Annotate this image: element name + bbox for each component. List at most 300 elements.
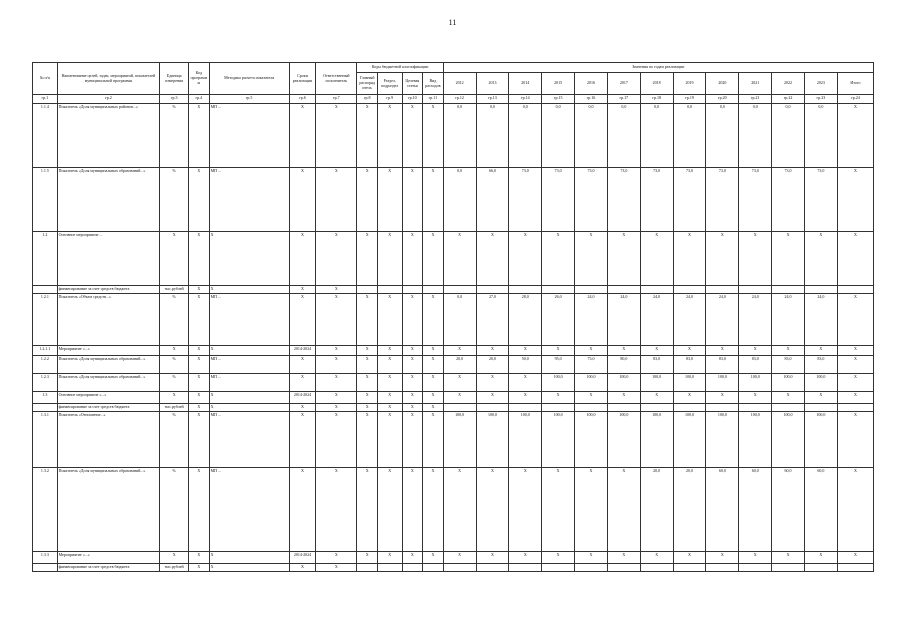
header-method: Методика расчета показателя	[209, 63, 289, 95]
table-cell	[706, 404, 739, 412]
table-cell: X	[289, 286, 316, 294]
column-number: гр.23	[804, 95, 837, 104]
table-cell: X	[837, 392, 873, 404]
table-cell: 100,0	[509, 412, 542, 468]
table-cell: X	[476, 346, 509, 356]
table-cell: X	[402, 346, 423, 356]
table-cell: X	[509, 552, 542, 564]
table-cell	[443, 286, 476, 294]
table-cell: МП ...	[209, 468, 289, 552]
table-cell: X	[189, 468, 210, 552]
table-cell	[640, 564, 673, 572]
table-cell: 0,0	[575, 104, 608, 168]
column-number: гр.22	[772, 95, 805, 104]
column-number: гр.1	[33, 95, 58, 104]
table-cell: 100,0	[772, 374, 805, 392]
table-cell: 1.1.5	[33, 168, 58, 232]
table-cell	[739, 404, 772, 412]
table-cell: 0,0	[443, 104, 476, 168]
table-cell: 24,0	[575, 294, 608, 346]
table-cell: X	[542, 392, 575, 404]
table-cell	[542, 286, 575, 294]
table-cell: 60,0	[772, 468, 805, 552]
table-cell: X	[209, 346, 289, 356]
table-cell: X	[443, 392, 476, 404]
table-cell: X	[423, 552, 444, 564]
table-cell	[804, 404, 837, 412]
table-cell: X	[316, 104, 357, 168]
table-cell: X	[402, 552, 423, 564]
table-cell: 1.3	[33, 392, 58, 404]
table-cell: 73,0	[640, 168, 673, 232]
table-cell: 83,0	[640, 356, 673, 374]
table-cell: X	[357, 356, 378, 374]
table-cell	[402, 564, 423, 572]
table-cell: 0,0	[772, 104, 805, 168]
table-cell: 100,0	[542, 374, 575, 392]
table-cell: 0,0	[509, 104, 542, 168]
table-cell: X	[377, 168, 402, 232]
table-cell	[804, 286, 837, 294]
table-cell	[575, 286, 608, 294]
table-cell: X	[316, 294, 357, 346]
table-cell: тыс.рублей	[160, 404, 189, 412]
table-row	[33, 564, 874, 572]
table-cell: 100,0	[673, 412, 706, 468]
table-cell: %	[160, 294, 189, 346]
table-cell	[804, 564, 837, 572]
table-cell: X	[316, 552, 357, 564]
table-cell: 100,0	[739, 374, 772, 392]
table-cell: 2014-2024	[289, 392, 316, 404]
table-cell: X	[402, 412, 423, 468]
header-n: № п/п	[33, 63, 58, 95]
table-cell	[607, 404, 640, 412]
header-budget-sub: Главный распорядитель	[357, 73, 378, 95]
table-cell: 100,0	[607, 374, 640, 392]
table-cell	[772, 564, 805, 572]
table-cell: X	[772, 392, 805, 404]
table-cell: X	[706, 552, 739, 564]
table-row	[33, 412, 874, 468]
table-cell	[33, 404, 58, 412]
table-cell: %	[160, 412, 189, 468]
table-cell: X	[189, 392, 210, 404]
table-cell: 100,0	[607, 412, 640, 468]
table-cell: 73,0	[575, 356, 608, 374]
table-cell	[640, 286, 673, 294]
table-cell: X	[289, 104, 316, 168]
table-cell	[476, 286, 509, 294]
table-cell: 1.3.1	[33, 412, 58, 468]
table-cell	[837, 564, 873, 572]
table-cell: X	[837, 356, 873, 374]
table-cell: МП ...	[209, 168, 289, 232]
header-budget-sub: Целевая статья	[402, 73, 423, 95]
table-cell	[607, 286, 640, 294]
table-cell: 2014-2024	[289, 346, 316, 356]
table-cell: Мероприятие «...»	[57, 346, 160, 356]
table-cell: X	[316, 374, 357, 392]
table-cell: X	[673, 392, 706, 404]
table-cell: X	[837, 412, 873, 468]
table-row	[33, 294, 874, 346]
table-cell	[423, 564, 444, 572]
table-cell: X	[209, 404, 289, 412]
table-cell: X	[402, 356, 423, 374]
table-cell: X	[189, 356, 210, 374]
table-cell: X	[837, 104, 873, 168]
table-cell	[33, 564, 58, 572]
table-cell: X	[160, 346, 189, 356]
header-year: 2014	[509, 73, 542, 95]
table-cell: X	[357, 374, 378, 392]
table-cell: X	[402, 104, 423, 168]
table-cell: X	[377, 552, 402, 564]
table-cell: X	[316, 168, 357, 232]
table-cell: МП ...	[209, 374, 289, 392]
table-cell: X	[476, 392, 509, 404]
table-cell: 0,0	[706, 104, 739, 168]
table-cell: 73,0	[607, 168, 640, 232]
table-cell: 24,0	[607, 294, 640, 346]
table-cell	[476, 404, 509, 412]
table-row	[33, 346, 874, 356]
table-cell: X	[443, 468, 476, 552]
table-cell	[357, 564, 378, 572]
table-cell: X	[804, 392, 837, 404]
table-cell: 0,0	[443, 168, 476, 232]
table-cell: 0,0	[804, 104, 837, 168]
table-cell: X	[289, 356, 316, 374]
table-cell	[509, 564, 542, 572]
header-budget-sub: Вид расходов	[423, 73, 444, 95]
column-number: гр.13	[476, 95, 509, 104]
table-cell: финансирование за счет средств бюджета	[57, 286, 160, 294]
table-cell: X	[772, 346, 805, 356]
table-cell: X	[837, 232, 873, 286]
table-cell: X	[423, 404, 444, 412]
table-cell: X	[357, 412, 378, 468]
table-cell: X	[316, 468, 357, 552]
table-cell: 83,0	[673, 356, 706, 374]
table-cell: X	[289, 412, 316, 468]
table-cell: X	[377, 392, 402, 404]
table-cell: X	[377, 104, 402, 168]
header-year: 2015	[542, 73, 575, 95]
table-cell: %	[160, 468, 189, 552]
table-row	[33, 232, 874, 286]
table-cell: X	[289, 168, 316, 232]
table-cell: X	[423, 168, 444, 232]
table-cell: X	[739, 346, 772, 356]
table-cell: 24,0	[739, 294, 772, 346]
table-cell: X	[575, 392, 608, 404]
table-cell: Показатель «Доля муниципальных образований...»	[57, 356, 160, 374]
table-cell: X	[357, 392, 378, 404]
table-cell: X	[673, 552, 706, 564]
table-cell	[673, 564, 706, 572]
column-number: гр.20	[706, 95, 739, 104]
table-cell: X	[575, 468, 608, 552]
table-cell: 20,0	[476, 356, 509, 374]
table-cell	[772, 286, 805, 294]
table-cell: 73,0	[509, 168, 542, 232]
table-cell: 50,0	[509, 356, 542, 374]
table-cell: X	[316, 346, 357, 356]
table-cell	[772, 404, 805, 412]
table-cell	[575, 564, 608, 572]
column-number: гр.17	[607, 95, 640, 104]
table-cell: X	[189, 404, 210, 412]
table-cell: X	[189, 346, 210, 356]
table-cell: 83,0	[739, 356, 772, 374]
table-row	[33, 468, 874, 552]
table-cell: 20,0	[673, 468, 706, 552]
table-cell: X	[402, 468, 423, 552]
table-cell	[640, 404, 673, 412]
table-cell: Показатель «Объем средств...»	[57, 294, 160, 346]
table-cell: X	[509, 346, 542, 356]
table-cell: X	[209, 552, 289, 564]
table-row	[33, 168, 874, 232]
column-number: гр.19	[673, 95, 706, 104]
table-cell: 60,0	[706, 468, 739, 552]
table-cell: X	[357, 104, 378, 168]
table-cell: 100,0	[739, 412, 772, 468]
table-cell: X	[542, 232, 575, 286]
table-cell: X	[772, 552, 805, 564]
table-cell: Показатель «Доля муниципальных образований...»	[57, 374, 160, 392]
table-cell: 0,0	[673, 104, 706, 168]
table-cell: 73,0	[804, 168, 837, 232]
table-row	[33, 356, 874, 374]
table-cell: 1.2.2	[33, 356, 58, 374]
table-cell: X	[357, 552, 378, 564]
table-cell: X	[542, 346, 575, 356]
table-cell: 1.2.3	[33, 374, 58, 392]
column-number: гр.9	[377, 95, 402, 104]
table-cell: 95,0	[542, 356, 575, 374]
header-period: Сроки реализации	[289, 63, 316, 95]
table-cell: 24,0	[673, 294, 706, 346]
column-number: гр.6	[289, 95, 316, 104]
table-cell: X	[377, 294, 402, 346]
table-cell: 83,0	[772, 356, 805, 374]
table-cell: X	[289, 232, 316, 286]
table-cell: X	[189, 104, 210, 168]
header-budget-sub: Раздел, подраздел	[377, 73, 402, 95]
table-cell: X	[509, 392, 542, 404]
table-cell: X	[377, 232, 402, 286]
table-cell: 0,0	[640, 104, 673, 168]
table-cell: X	[189, 564, 210, 572]
table-cell: X	[316, 232, 357, 286]
table-cell: X	[377, 346, 402, 356]
header-year: 2018	[640, 73, 673, 95]
table-cell: 100,0	[772, 412, 805, 468]
table-cell: X	[289, 564, 316, 572]
table-cell: 100,0	[706, 374, 739, 392]
table-row	[33, 552, 874, 564]
table-cell: X	[443, 232, 476, 286]
table-cell: 100,0	[575, 412, 608, 468]
table-cell: 0,0	[542, 104, 575, 168]
table-cell: X	[443, 374, 476, 392]
table-cell: X	[316, 356, 357, 374]
table-cell: X	[542, 552, 575, 564]
table-cell: X	[209, 392, 289, 404]
table-cell: Показатель «Доля муниципальных районов...»	[57, 104, 160, 168]
table-cell: 24,0	[706, 294, 739, 346]
table-row	[33, 374, 874, 392]
table-cell: 100,0	[804, 412, 837, 468]
header-unit: Единица измерения	[160, 63, 189, 95]
table-cell: X	[673, 346, 706, 356]
table-cell	[542, 564, 575, 572]
column-number: гр.14	[509, 95, 542, 104]
table-cell: 100,0	[706, 412, 739, 468]
table-cell	[33, 286, 58, 294]
table-cell: X	[739, 552, 772, 564]
table-cell: 73,0	[772, 168, 805, 232]
table-cell: X	[402, 168, 423, 232]
table-cell: 73,0	[542, 168, 575, 232]
table-cell: 83,0	[804, 356, 837, 374]
table-cell: X	[706, 346, 739, 356]
table-cell: X	[357, 294, 378, 346]
table-cell: X	[316, 412, 357, 468]
table-cell: Показатель «Доля муниципальных образований...»	[57, 468, 160, 552]
column-number: гр.18	[640, 95, 673, 104]
table-cell: X	[377, 412, 402, 468]
column-number: гр.21	[739, 95, 772, 104]
header-year: 2023	[804, 73, 837, 95]
table-cell: X	[209, 286, 289, 294]
table-cell: X	[673, 232, 706, 286]
table-cell: X	[443, 552, 476, 564]
table-cell: X	[423, 346, 444, 356]
column-number: гр.15	[542, 95, 575, 104]
table-cell	[509, 404, 542, 412]
table-cell: X	[423, 356, 444, 374]
table-cell: X	[357, 346, 378, 356]
table-cell: 0,0	[443, 294, 476, 346]
program-table	[32, 62, 874, 572]
table-cell: X	[377, 356, 402, 374]
table-cell: X	[423, 412, 444, 468]
column-number: гр.5	[209, 95, 289, 104]
table-cell: X	[189, 168, 210, 232]
table-cell: МП ...	[209, 356, 289, 374]
table-cell	[476, 564, 509, 572]
table-cell	[357, 286, 378, 294]
table-cell: 100,0	[443, 412, 476, 468]
table-cell: %	[160, 374, 189, 392]
page-number: 11	[448, 18, 457, 27]
table-cell: X	[575, 232, 608, 286]
table-cell: финансирование за счет средств бюджета	[57, 564, 160, 572]
table-cell: 100,0	[640, 374, 673, 392]
table-cell: X	[402, 232, 423, 286]
table-cell: 73,0	[706, 168, 739, 232]
table-cell: X	[189, 374, 210, 392]
header-values-group: Значения по годам реализации	[443, 63, 873, 73]
table-cell: 0,0	[739, 104, 772, 168]
table-cell: X	[476, 232, 509, 286]
table-cell: 73,0	[575, 168, 608, 232]
table-cell: X	[160, 552, 189, 564]
table-cell: X	[189, 232, 210, 286]
table-cell: 100,0	[476, 412, 509, 468]
column-number: гр.10	[402, 95, 423, 104]
header-year: 2020	[706, 73, 739, 95]
column-number: гр.12	[443, 95, 476, 104]
table-cell: X	[377, 468, 402, 552]
table-cell: 24,0	[772, 294, 805, 346]
table-cell: X	[357, 468, 378, 552]
table-cell: X	[357, 404, 378, 412]
table-cell: X	[837, 552, 873, 564]
column-number: гр.3	[160, 95, 189, 104]
table-cell: %	[160, 168, 189, 232]
table-cell: X	[443, 346, 476, 356]
table-cell	[575, 404, 608, 412]
table-cell: X	[706, 232, 739, 286]
table-cell: X	[423, 104, 444, 168]
table-cell: X	[837, 168, 873, 232]
header-year: 2021	[739, 73, 772, 95]
table-cell: X	[289, 374, 316, 392]
table-cell: X	[837, 374, 873, 392]
table-cell: X	[640, 552, 673, 564]
table-cell: %	[160, 356, 189, 374]
table-cell	[377, 286, 402, 294]
table-cell: 80,0	[607, 356, 640, 374]
table-cell: X	[377, 374, 402, 392]
table-cell: X	[189, 552, 210, 564]
table-cell	[542, 404, 575, 412]
table-cell: X	[289, 404, 316, 412]
table-cell	[837, 404, 873, 412]
table-cell: X	[316, 392, 357, 404]
table-cell: X	[160, 232, 189, 286]
table-cell	[402, 286, 423, 294]
table-cell: X	[607, 552, 640, 564]
table-cell: X	[542, 468, 575, 552]
table-cell	[443, 564, 476, 572]
table-cell: X	[357, 168, 378, 232]
table-cell: Показатель «Отношение...»	[57, 412, 160, 468]
table-cell: 0,0	[607, 104, 640, 168]
header-source: Ответственный исполнитель	[316, 63, 357, 95]
table-cell: X	[640, 346, 673, 356]
table-cell: X	[837, 468, 873, 552]
table-cell: X	[706, 392, 739, 404]
column-number: гр.2	[57, 95, 160, 104]
table-cell: 73,0	[673, 168, 706, 232]
table-cell: X	[209, 232, 289, 286]
table-cell: X	[423, 374, 444, 392]
header-year: 2013	[476, 73, 509, 95]
table-cell: 2014-2024	[289, 552, 316, 564]
table-cell	[673, 404, 706, 412]
table-cell: 24,0	[804, 294, 837, 346]
table-cell: X	[640, 232, 673, 286]
table-cell: 100,0	[640, 412, 673, 468]
table-cell	[443, 404, 476, 412]
table-cell: 66,0	[476, 168, 509, 232]
